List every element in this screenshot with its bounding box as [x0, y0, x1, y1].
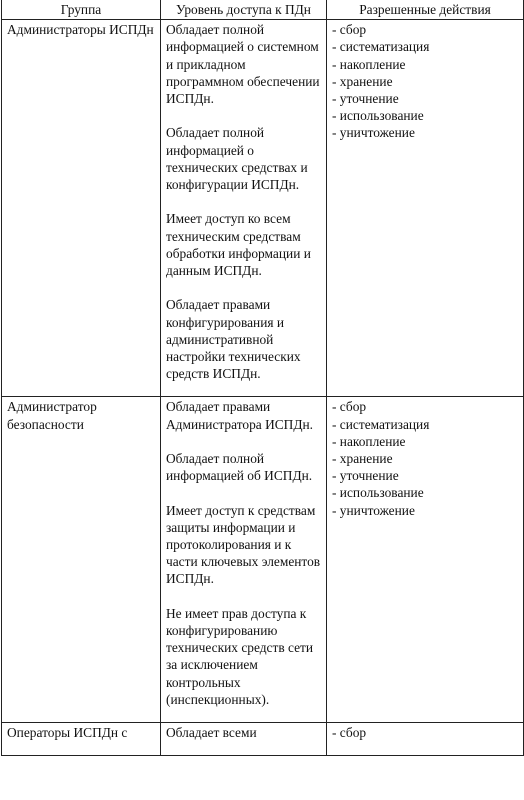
group-cell: Операторы ИСПДн с	[2, 723, 161, 756]
access-paragraph: Обладает полной информацией о системном и прикладном программном обеспечении ИСПДн.	[166, 22, 320, 107]
table-header	[2, 0, 524, 20]
access-paragraph: Обладает правами Администратора ИСПДн.	[166, 399, 313, 432]
action-item: - сбор	[332, 399, 367, 415]
access-cell	[161, 20, 327, 397]
action-item: - уничтожение	[332, 502, 415, 518]
access-paragraph: Обладает всеми	[166, 725, 257, 741]
action-item: - накопление	[332, 433, 406, 449]
action-item: - сбор	[332, 22, 367, 38]
actions-cell	[327, 723, 524, 756]
action-item: - использование	[332, 485, 424, 501]
actions-cell	[327, 20, 524, 397]
action-item: - сбор	[332, 725, 367, 741]
action-item: - уничтожение	[332, 125, 415, 141]
action-item: - хранение	[332, 451, 393, 467]
group-cell: Администратор безопасности	[2, 397, 161, 723]
table-row	[2, 20, 524, 397]
table-body	[2, 20, 524, 756]
action-item: - использование	[332, 108, 424, 124]
access-paragraph: Обладает правами конфигурирования и административной настройки технических средств ИСПДн.	[166, 297, 301, 382]
table-row	[2, 397, 524, 723]
header-row	[2, 0, 524, 20]
action-item: - уточнение	[332, 91, 399, 107]
access-cell	[161, 397, 327, 723]
access-cell	[161, 723, 327, 756]
access-paragraph: Обладает полной информацией об ИСПДн.	[166, 451, 313, 484]
action-item: - систематизация	[332, 39, 430, 55]
actions-cell	[327, 397, 524, 723]
access-paragraph: Не имеет прав доступа к конфигурированию технических средств сети за исключением контрольных (инспекционных).	[166, 605, 314, 707]
header-group: Группа	[2, 0, 161, 20]
header-allowed-actions: Разрешенные действия	[327, 0, 524, 20]
access-rights-table	[1, 0, 524, 756]
access-paragraph: Обладает полной информацией о технических средствах и конфигурации ИСПДн.	[166, 125, 308, 193]
group-cell: Администраторы ИСПДн	[2, 20, 161, 397]
table-row	[2, 723, 524, 756]
access-paragraph: Имеет доступ к средствам защиты информации и протоколирования и к части ключевых элементов ИСПДн.	[166, 502, 321, 587]
access-paragraph: Имеет доступ ко всем техническим средствам обработки информации и данным ИСПДн.	[166, 211, 311, 279]
action-item: - накопление	[332, 56, 406, 72]
action-item: - уточнение	[332, 468, 399, 484]
action-item: - хранение	[332, 73, 393, 89]
action-item: - систематизация	[332, 416, 430, 432]
header-access-level: Уровень доступа к ПДн	[161, 0, 327, 20]
